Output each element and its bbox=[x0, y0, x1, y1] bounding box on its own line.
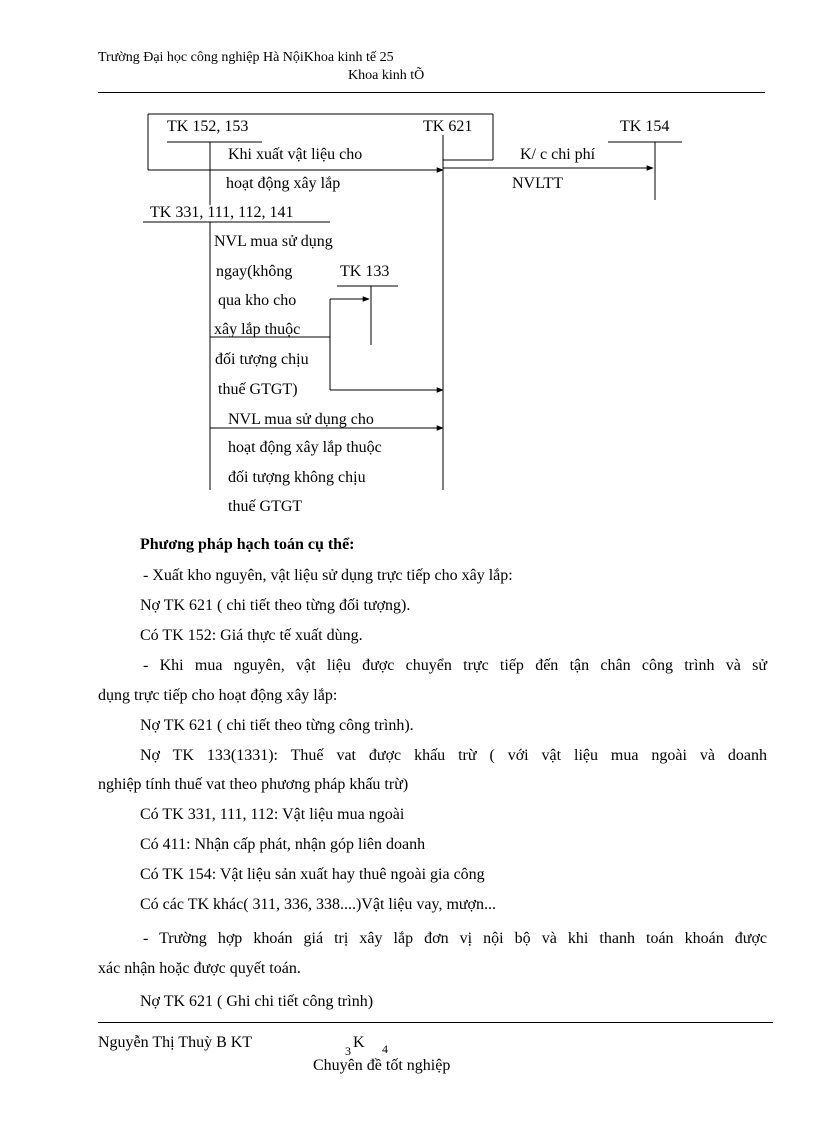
nvl1-line-2: ngay(không bbox=[216, 263, 293, 280]
kc-label-2: NVLTT bbox=[512, 175, 563, 192]
paragraph-6a: Nợ TK 133(1331): Thuế vat được khấu trừ ( với vật liệu mua ngoài và doanh bbox=[140, 747, 767, 764]
paragraph-7: Có TK 331, 111, 112: Vật liệu mua ngoài bbox=[140, 806, 405, 823]
nvl1-line-1: NVL mua sử dụng bbox=[214, 233, 333, 250]
header-line-2: Khoa kinh tÕ bbox=[348, 68, 425, 83]
nvl2-line-1: NVL mua sử dụng cho bbox=[228, 411, 374, 428]
tk331-label: TK 331, 111, 112, 141 bbox=[150, 204, 294, 221]
paragraph-4b: dụng trực tiếp cho hoạt động xây lắp: bbox=[98, 687, 338, 704]
paragraph-2: Nợ TK 621 ( chi tiết theo từng đối tượng). bbox=[140, 597, 411, 614]
xuat-label-1: Khi xuất vật liệu cho bbox=[228, 146, 363, 163]
footer-title: Chuyên đề tốt nghiệp bbox=[313, 1057, 451, 1074]
footer-subscript-3: 3 bbox=[345, 1044, 351, 1058]
nvl1-line-4: xây lắp thuộc bbox=[214, 321, 301, 338]
section-heading: Phương pháp hạch toán cụ thể: bbox=[140, 536, 355, 553]
paragraph-12: Nợ TK 621 ( Ghi chi tiết công trình) bbox=[140, 993, 374, 1010]
paragraph-3: Có TK 152: Giá thực tế xuất dùng. bbox=[140, 627, 363, 644]
nvl1-line-3: qua kho cho bbox=[218, 292, 297, 309]
nvl2-line-3: đối tượng không chịu bbox=[228, 469, 366, 486]
footer-author: Nguyễn Thị Thuỳ B KT bbox=[98, 1034, 253, 1051]
paragraph-5: Nợ TK 621 ( chi tiết theo từng công trình). bbox=[140, 717, 414, 734]
paragraph-10: Có các TK khác( 311, 336, 338....)Vật liệu vay, mượn... bbox=[140, 896, 497, 913]
nvl2-line-4: thuế GTGT bbox=[228, 498, 303, 515]
paragraph-8: Có 411: Nhận cấp phát, nhận góp liên doanh bbox=[140, 836, 426, 853]
paragraph-11a: - Trường hợp khoán giá trị xây lắp đơn vị nội bộ và khi thanh toán khoán được bbox=[143, 930, 767, 947]
kc-label-1: K/ c chi phí bbox=[520, 146, 596, 163]
header-line-1: Trường Đại học công nghiệp Hà NộiKhoa kinh tế 25 bbox=[98, 50, 394, 65]
accounting-flow-diagram bbox=[0, 0, 816, 520]
nvl2-line-2: hoạt động xây lắp thuộc bbox=[228, 439, 382, 456]
paragraph-9: Có TK 154: Vật liệu sản xuất hay thuê ngoài gia công bbox=[140, 866, 485, 883]
footer-subscript-4: 4 bbox=[382, 1042, 388, 1056]
tk152-label: TK 152, 153 bbox=[167, 118, 249, 135]
tk621-label: TK 621 bbox=[423, 118, 473, 135]
footer-k: K bbox=[353, 1034, 365, 1051]
footer-rule bbox=[98, 1022, 773, 1023]
paragraph-6b: nghiệp tính thuế vat theo phương pháp khấu trừ) bbox=[98, 776, 409, 793]
xuat-label-2: hoạt động xây lắp bbox=[226, 175, 341, 192]
tk133-label: TK 133 bbox=[340, 263, 390, 280]
paragraph-4a: - Khi mua nguyên, vật liệu được chuyển trực tiếp đến tận chân công trình và sử bbox=[143, 657, 767, 674]
nvl1-line-5: đối tượng chịu bbox=[215, 351, 309, 368]
paragraph-1: - Xuất kho nguyên, vật liệu sử dụng trực tiếp cho xây lắp: bbox=[143, 567, 513, 584]
paragraph-11b: xác nhận hoặc được quyết toán. bbox=[98, 960, 301, 977]
tk154-label: TK 154 bbox=[620, 118, 670, 135]
nvl1-line-6: thuế GTGT) bbox=[218, 381, 298, 398]
